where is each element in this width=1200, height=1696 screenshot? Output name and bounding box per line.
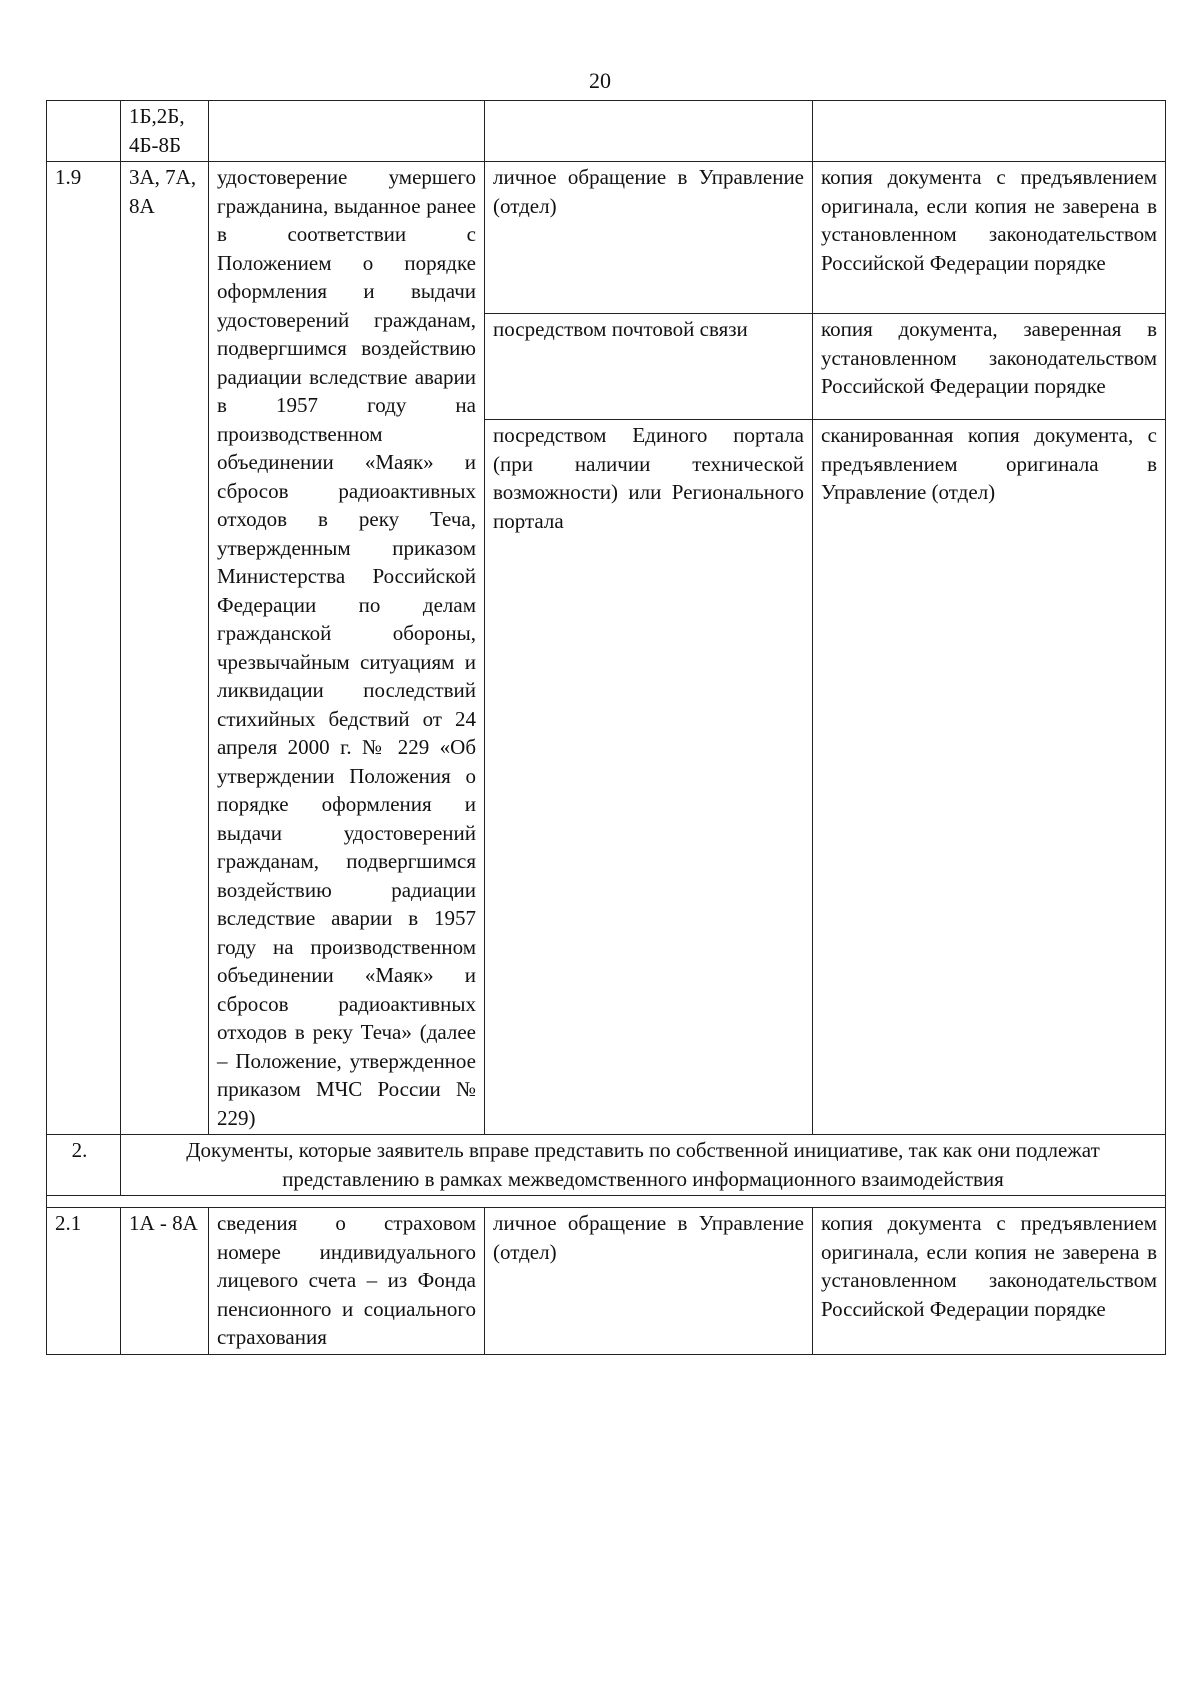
section-title-cell [121, 1135, 1166, 1196]
section-number: 2. [71, 1138, 88, 1162]
row-categories-cell: 1А - 8А [121, 1208, 209, 1355]
table-row-1-9 [47, 162, 1166, 314]
section-title: Документы, которые заявитель вправе представить по собственной инициативе, так как они подлежат представлению в рамках межведомственного информационного взаимодействия [186, 1138, 1100, 1191]
method-way-cell: личное обращение в Управление (отдел) [485, 162, 813, 314]
method-form-cell: копия документа с предъявлением оригинала, если копия не заверена в установленном законодательством Российской Федерации порядке [813, 162, 1166, 314]
method-form-cell: копия документа, заверенная в установленном законодательством Российской Федерации порядке [813, 314, 1166, 420]
row-document-cell: удостоверение умершего гражданина, выданное ранее в соответствии с Положением о порядке оформления и выдачи удостоверений гражданам, подвергшимся воздействию радиации вследствие аварии в 1957 году на производственном объединении «Маяк» и сбросов радиоактивных отходов в реку Теча, утвержденным приказом Министерства Российской Федерации по делам гражданской обороны, чрезвычайным ситуациям и ликвидации последствий стихийных бедствий от 24 апреля 2000 г. № 229 «Об утверждении Положения о порядке оформления и выдачи удостоверений гражданам, подвергшимся воздействию радиации вследствие аварии в 1957 году на производственном объединении «Маяк» и сбросов радиоактивных отходов в реку Теча» (далее – Положение, утвержденное приказом МЧС России № 229) [209, 162, 485, 1135]
row-form-cell [813, 101, 1166, 162]
method-form-cell: копия документа с предъявлением оригинала, если копия не заверена в установленном законодательством Российской Федерации порядке [813, 1208, 1166, 1355]
row-document-cell [209, 101, 485, 162]
method-way-cell: посредством почтовой связи [485, 314, 813, 420]
row-document-cell: сведения о страховом номере индивидуального лицевого счета – из Фонда пенсионного и социального страхования [209, 1208, 485, 1355]
documents-table [46, 100, 1166, 1355]
row-way-cell [485, 101, 813, 162]
spacer-row [47, 1196, 1166, 1208]
row-number-cell: 1.9 [47, 162, 121, 1135]
section-number-cell [47, 1135, 121, 1196]
method-way-cell: посредством Единого портала (при наличии технической возможности) или Регионального портала [485, 420, 813, 1135]
row-number-cell [47, 101, 121, 162]
row-categories-cell: 3А, 7А, 8А [121, 162, 209, 1135]
spacer-cell [47, 1196, 1166, 1208]
row-categories-cell: 1Б,2Б, 4Б-8Б [121, 101, 209, 162]
table-row-2-1 [47, 1208, 1166, 1355]
method-way-cell: личное обращение в Управление (отдел) [485, 1208, 813, 1355]
method-form-cell: сканированная копия документа, с предъявлением оригинала в Управление (отдел) [813, 420, 1166, 1135]
table-row-continued [47, 101, 1166, 162]
page-number: 20 [589, 68, 611, 93]
row-number-cell: 2.1 [47, 1208, 121, 1355]
section-row [47, 1135, 1166, 1196]
